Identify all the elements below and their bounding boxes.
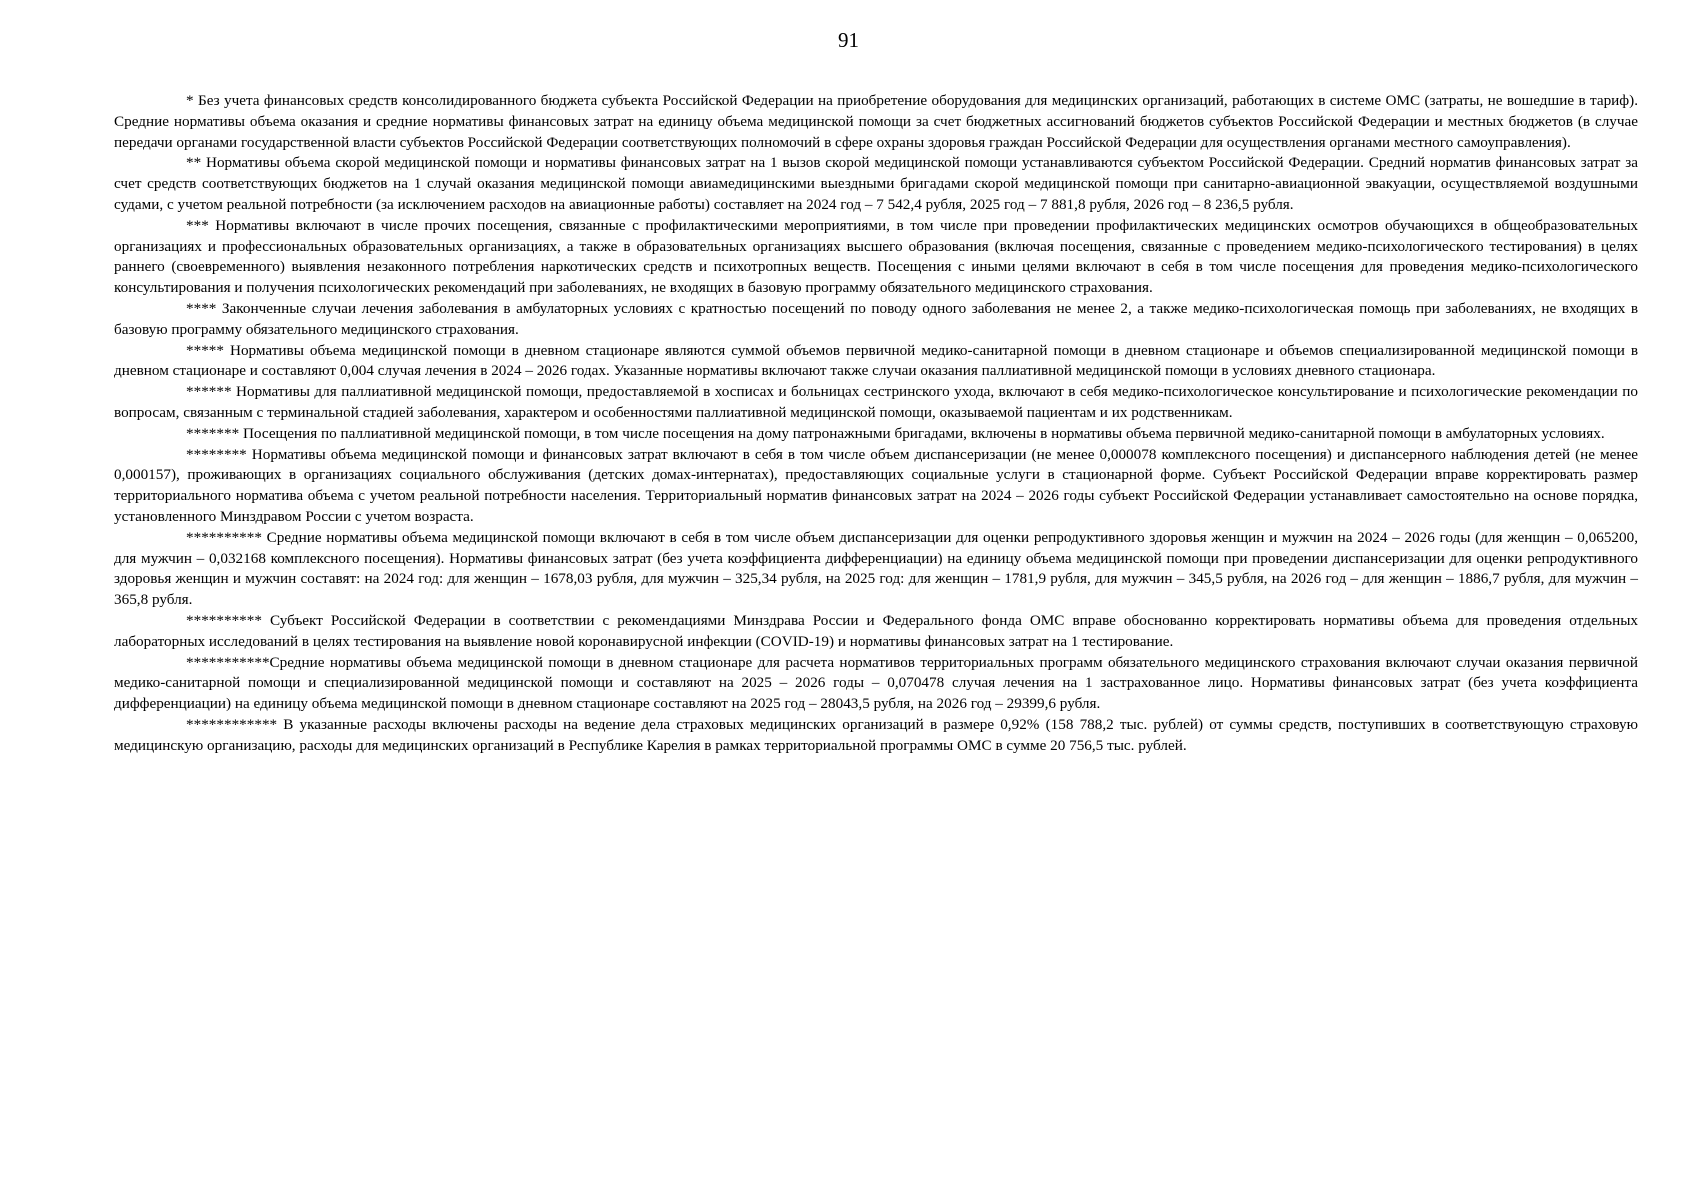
- footnote-12: ************ В указанные расходы включены расходы на ведение дела страховых медицинских организаций в размере 0,92% (158 788,2 тыс. рублей) от суммы средств, поступивших в соответствующую страховую медицинскую организацию, расходы для медицинских организаций в Республике Карелия в рамках территориальной программы ОМС в сумме 20 756,5 тыс. рублей.: [114, 715, 1638, 754]
- footnote-8: ******** Нормативы объема медицинской помощи и финансовых затрат включают в себя в том числе объем диспансеризации (не менее 0,000078 комплексного посещения) и диспансерного наблюдения детей (не менее 0,000157), проживающих в организациях социального обслуживания (детских домах-интернатах), предоставляющих социальные услуги в стационарной форме. Субъект Российской Федерации вправе корректировать размер территориального норматива объема с учетом реальной потребности населения. Территориальный норматив финансовых затрат на 2024 – 2026 годы субъект Российской Федерации устанавливает самостоятельно на основе порядка, установленного Минздравом России с учетом возраста.: [114, 445, 1638, 525]
- footnote-4: **** Законченные случаи лечения заболевания в амбулаторных условиях с кратностью посещений по поводу одного заболевания не менее 2, а также медико-психологическая помощь при заболеваниях, не входящих в базовую программу обязательного медицинского страхования.: [114, 299, 1638, 338]
- footnote-2: ** Нормативы объема скорой медицинской помощи и нормативы финансовых затрат на 1 вызов скорой медицинской помощи устанавливаются субъектом Российской Федерации. Средний норматив финансовых затрат за счет средств соответствующих бюджетов на 1 случай оказания медицинской помощи авиамедицинскими выездными бригадами скорой медицинской помощи при санитарно-авиационной эвакуации, осуществляемой воздушными судами, с учетом реальной потребности (за исключением расходов на авиационные работы) составляет на 2024 год – 7 542,4 рубля, 2025 год – 7 881,8 рубля, 2026 год – 8 236,5 рубля.: [114, 154, 1638, 213]
- footnote-7: ******* Посещения по паллиативной медицинской помощи, в том числе посещения на дому патронажными бригадами, включены в нормативы объема первичной медико-санитарной помощи в амбулаторных условиях.: [186, 424, 1605, 442]
- footnote-9: ********** Средние нормативы объема медицинской помощи включают в себя в том числе объем диспансеризации для оценки репродуктивного здоровья женщин и мужчин на 2024 – 2026 годы (для женщин – 0,065200, для мужчин – 0,032168 комплексного посещения). Нормативы финансовых затрат (без учета коэффициента дифференциации) на единицу объема медицинской помощи при проведении диспансеризации для оценки репродуктивного здоровья женщин и мужчин составят: на 2024 год: для женщин – 1678,03 рубля, для мужчин – 325,34 рубля, на 2025 год: для женщин – 1781,9 рубля, для мужчин – 345,5 рубля, на 2026 год – для женщин – 1886,7 рубля, для мужчин – 365,8 рубля.: [114, 528, 1638, 609]
- page-number: 91: [838, 28, 859, 52]
- footnotes: [114, 91, 1638, 757]
- footnote-6: ****** Нормативы для паллиативной медицинской помощи, предоставляемой в хосписах и больницах сестринского ухода, включают в себя медико-психологическое консультирование и психологические рекомендации по вопросам, связанным с терминальной стадией заболевания, характером и особенностями паллиативной медицинской помощи, оказываемой пациентам и их родственникам.: [114, 383, 1638, 421]
- footnote-1: * Без учета финансовых средств консолидированного бюджета субъекта Российской Федерации на приобретение оборудования для медицинских организаций, работающих в системе ОМС (затраты, не вошедшие в тариф). Средние нормативы объема оказания и средние нормативы финансовых затрат на единицу объема медицинской помощи за счет бюджетных ассигнований бюджетов субъектов Российской Федерации и местных бюджетов (в случае передачи органами государственной власти субъектов Российской Федерации соответствующих полномочий в сфере охраны здоровья граждан Российской Федерации для осуществления органами местного самоуправления).: [114, 92, 1638, 151]
- footnote-11: ***********Средние нормативы объема медицинской помощи в дневном стационаре для расчета нормативов территориальных программ обязательного медицинского страхования включают случаи оказания первичной медико-санитарной помощи и специализированной медицинской помощи и составляют на 2025 – 2026 годы – 0,070478 случая лечения на 1 застрахованное лицо. Нормативы финансовых затрат (без учета коэффициента дифференциации) на единицу объема медицинской помощи в дневном стационаре составляют на 2025 год – 28043,5 рубля, на 2026 год – 29399,6 рубля.: [114, 653, 1638, 713]
- footnote-3: *** Нормативы включают в числе прочих посещения, связанные с профилактическими мероприятиями, в том числе при проведении профилактических медицинских осмотров обучающихся в общеобразовательных организациях и профессиональных образовательных организациях, а также в образовательных организациях высшего образования (включая посещения, связанные с проведением медико-психологического тестирования) в целях раннего (своевременного) выявления незаконного потребления наркотических средств и психотропных веществ. Посещения с иными целями включают в себя в том числе посещения для проведения медико-психологического консультирования и получения психологических рекомендаций при заболеваниях, не входящих в базовую программу обязательного медицинского страхования.: [114, 216, 1638, 297]
- footnote-10: ********** Субъект Российской Федерации в соответствии с рекомендациями Минздрава России и Федерального фонда ОМС вправе обоснованно корректировать нормативы объема для проведения отдельных лабораторных исследований в целях тестирования на выявление новой коронавирусной инфекции (COVID-19) и нормативы финансовых затрат на 1 тестирование.: [114, 611, 1638, 650]
- footnote-5: ***** Нормативы объема медицинской помощи в дневном стационаре являются суммой объемов первичной медико-санитарной помощи в дневном стационаре и объемов специализированной медицинской помощи в дневном стационаре и составляют 0,004 случая лечения в 2024 – 2026 годах. Указанные нормативы включают также случаи оказания паллиативной медицинской помощи в условиях дневного стационара.: [114, 341, 1638, 380]
